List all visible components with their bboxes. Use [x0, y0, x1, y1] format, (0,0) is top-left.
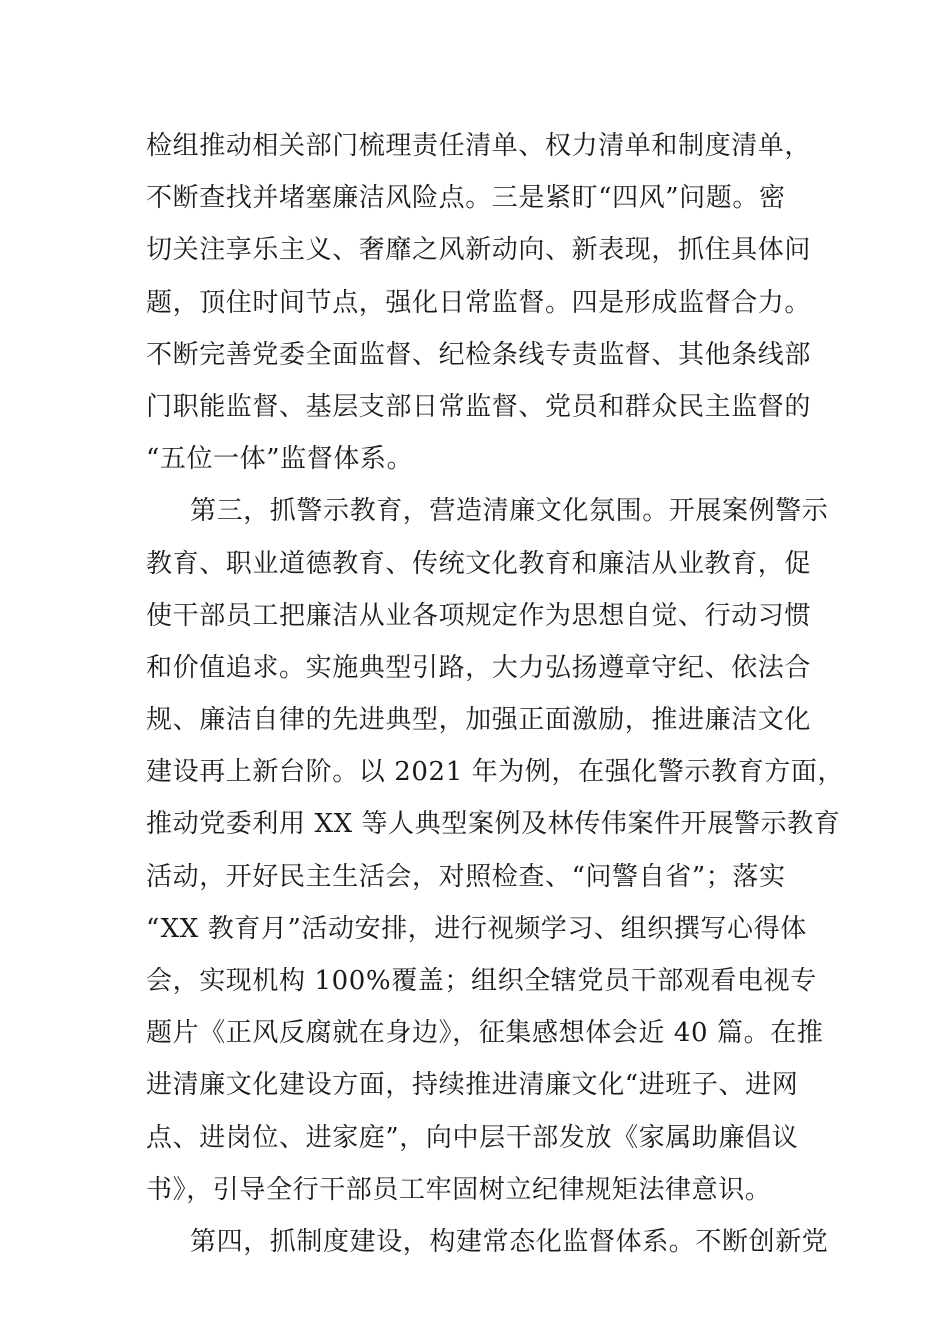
- text-line: 推动党委利用 XX 等人典型案例及林传伟案件开展警示教育: [146, 809, 841, 840]
- text-line: 门职能监督、基层支部日常监督、党员和群众民主监督的: [146, 391, 812, 422]
- text-line: 点、进岗位、进家庭”，向中层干部发放《家属助廉倡议: [146, 1122, 799, 1153]
- text-line: 活动，开好民主生活会，对照检查、“问警自省”；落实: [146, 861, 786, 892]
- document-body: [146, 120, 845, 1268]
- text-line: “五位一体”监督体系。: [146, 444, 414, 475]
- text-line: 书》，引导全行干部员工牢固树立纪律规矩法律意识。: [146, 1174, 772, 1205]
- text-line: 使干部员工把廉洁从业各项规定作为思想自觉、行动习惯: [146, 600, 812, 631]
- text-line: 题片《正风反腐就在身边》，征集感想体会近 40 篇。在推: [146, 1018, 824, 1049]
- text-line: 教育、职业道德教育、传统文化教育和廉洁从业教育，促: [146, 548, 812, 579]
- text-line: 建设再上新台阶。以 2021 年为例，在强化警示教育方面，: [146, 757, 845, 788]
- text-line: 和价值追求。实施典型引路，大力弘扬遵章守纪、依法合: [146, 652, 812, 683]
- text-line: “XX 教育月”活动安排，进行视频学习、组织撰写心得体: [146, 913, 807, 944]
- text-line: 题，顶住时间节点，强化日常监督。四是形成监督合力。: [146, 287, 812, 318]
- text-line: 不断查找并堵塞廉洁风险点。三是紧盯“四风”问题。密: [146, 183, 786, 214]
- text-line: 切关注享乐主义、奢靡之风新动向、新表现，抓住具体问: [146, 235, 812, 266]
- text-line: 规、廉洁自律的先进典型，加强正面激励，推进廉洁文化: [146, 705, 812, 736]
- paragraph-start-line: 第四，抓制度建设，构建常态化监督体系。不断创新党: [190, 1226, 829, 1257]
- text-line: 不断完善党委全面监督、纪检条线专责监督、其他条线部: [146, 339, 812, 370]
- text-line: 检组推动相关部门梳理责任清单、权力清单和制度清单，: [146, 131, 812, 161]
- paragraph-start-line: 第三，抓警示教育，营造清廉文化氛围。开展案例警示: [190, 496, 829, 527]
- text-line: 会，实现机构 100%覆盖；组织全辖党员干部观看电视专: [146, 966, 817, 996]
- text-line: 进清廉文化建设方面，持续推进清廉文化“进班子、进网: [146, 1070, 799, 1101]
